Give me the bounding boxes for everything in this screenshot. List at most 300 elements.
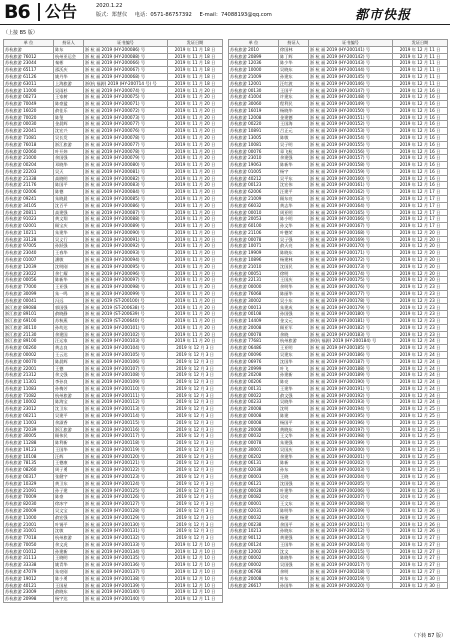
cell-date: 2019 年 12 月 10 日 [168, 589, 223, 596]
cell-date: 2019 年 12 月 11 日 [393, 46, 448, 53]
cell-cert-no: 浙 杭 福 2019 (HY-200113) 号 [84, 406, 168, 413]
cell-unit: 苏杭旅游 11288 [4, 440, 54, 447]
cell-unit: 苏杭旅游 00002 [4, 351, 54, 358]
cell-holder: 汪红波 [279, 80, 309, 87]
table-row [4, 284, 223, 291]
cell-holder: 孙国强 [279, 311, 309, 318]
cell-holder: 陈利新 [54, 440, 84, 447]
cell-unit: 苏杭旅游 20008 [229, 575, 279, 582]
cell-holder: 沈国华 [279, 358, 309, 365]
cell-cert-no: 浙 杭 福 2019 (HY-200157) 号 [309, 155, 393, 162]
cell-unit: 苏杭旅游 30001 [229, 446, 279, 453]
table-row [4, 243, 223, 250]
cell-cert-no: 浙 杭 福 2019 (HY-200118) 号 [84, 440, 168, 447]
table-row [229, 338, 448, 345]
cell-unit: 苏杭旅游 91023 [4, 216, 54, 223]
table-row [4, 311, 223, 318]
cell-date: 2019 年 12 月 11 日 [393, 60, 448, 67]
table-row [4, 162, 223, 169]
cell-date: 2019 年 12 月 3 日 [168, 412, 223, 419]
cell-date: 2019 年 11 月 20 日 [168, 250, 223, 257]
cell-date: 2019 年 12 月 27 日 [393, 568, 448, 575]
cell-date: 2019 年 12 月 3 日 [168, 535, 223, 542]
cell-holder: 黄建强 [279, 535, 309, 542]
cell-holder: 朱建成 [279, 304, 309, 311]
cell-unit: 苏杭旅游 11000 [4, 514, 54, 521]
cell-date: 2019 年 12 月 27 日 [393, 541, 448, 548]
cell-date: 2019 年 11 月 20 日 [168, 297, 223, 304]
cell-date: 2019 年 11 月 18 日 [168, 67, 223, 74]
cell-date: 2019 年 12 月 16 日 [393, 121, 448, 128]
cell-holder: 金建德 [279, 114, 309, 121]
cell-unit: 苏杭旅游 31001 [4, 528, 54, 535]
cell-cert-no: 浙 杭 福 2019 (HY-200201) 号 [309, 453, 393, 460]
cell-holder: 陈新华 [279, 162, 309, 169]
cell-holder: 吕正元 [279, 128, 309, 135]
cell-holder: 邵沃庆 [54, 67, 84, 74]
cell-unit: 苏杭旅游 00220 [229, 121, 279, 128]
cell-holder: 吴亮 [279, 494, 309, 501]
cell-date: 2019 年 12 月 25 日 [393, 460, 448, 467]
cell-holder: 周亚明 [279, 209, 309, 216]
cell-unit: 苏杭旅游 78135 [4, 460, 54, 467]
cell-date: 2019 年 12 月 30 日 [393, 575, 448, 582]
table-row [229, 114, 448, 121]
cell-unit: 苏杭旅游 10081 [229, 141, 279, 148]
cell-date: 2019 年 12 月 10 日 [168, 575, 223, 582]
cell-date: 2019 年 12 月 3 日 [168, 446, 223, 453]
table-row [4, 528, 223, 535]
cell-date: 2019 年 11 月 20 日 [168, 94, 223, 101]
cell-cert-no: 浙 杭 福 2019 (HY-200129) 号 [84, 514, 168, 521]
cell-holder: 杨国平 [279, 419, 309, 426]
cell-cert-no: 浙 杭 福 2019 (HY-200128) 号 [84, 507, 168, 514]
cell-unit: 苏杭旅游 10071 [229, 243, 279, 250]
table-row [4, 514, 223, 521]
table-row [229, 270, 448, 277]
cell-holder: 潘敏 [54, 257, 84, 264]
table-row [229, 358, 448, 365]
table-body-left [4, 46, 223, 602]
table-row [229, 412, 448, 419]
cell-unit: 苏杭旅游 00013 [229, 304, 279, 311]
cell-unit: 苏杭旅游 76068 [229, 290, 279, 297]
cell-unit: 苏杭旅游 20208 [229, 372, 279, 379]
cell-holder: 杨宇达 [54, 596, 84, 603]
cell-cert-no: 浙 杭 福 2019 (HY-200155) 号 [309, 141, 393, 148]
cell-unit: 苏杭旅游 02001 [4, 223, 54, 230]
cell-unit: 苏杭旅游 00078 [229, 440, 279, 447]
table-row [4, 80, 223, 87]
cell-unit: 苏杭旅游 00010 [229, 209, 279, 216]
cell-unit: 浙江旅游 89100 [4, 338, 54, 345]
cell-unit: 苏杭旅游 21091 [4, 487, 54, 494]
cell-date: 2019 年 12 月 3 日 [168, 474, 223, 481]
table-row [4, 290, 223, 297]
cell-cert-no: 浙 杭 福 2019 (HY-200158) 号 [309, 162, 393, 169]
cell-unit: 苏杭旅游 13005 [229, 134, 279, 141]
cell-date: 2019 年 11 月 20 日 [168, 311, 223, 318]
cell-cert-no: 浙 杭 福 2019 (HY-200083) 号 [84, 182, 168, 189]
phone-number: 电话：0571-86757392 [134, 12, 192, 18]
table-row [229, 474, 448, 481]
col-header-unit: 单 位 [4, 40, 54, 47]
cell-date: 2019 年 12 月 20 日 [393, 270, 448, 277]
table-row [4, 73, 223, 80]
cell-date: 2019 年 12 月 10 日 [168, 568, 223, 575]
table-row [4, 277, 223, 284]
cell-cert-no: 浙 杭 福 2019 (HY-200106) 号 [84, 358, 168, 365]
cell-holder: 王国星 [54, 582, 84, 589]
cell-cert-no: 浙 杭 福 2019 (HY-200164) 号 [309, 202, 393, 209]
cell-date: 2019 年 12 月 24 日 [393, 385, 448, 392]
cell-date: 2019 年 12 月 11 日 [393, 53, 448, 60]
table-row [4, 304, 223, 311]
table-row [4, 107, 223, 114]
cell-unit: 苏杭旅游 00130 [229, 87, 279, 94]
cell-unit: 苏杭旅游 76012 [4, 53, 54, 60]
table-row [4, 385, 223, 392]
cell-cert-no: 浙 杭 福 2019 (HY-200112) 号 [84, 399, 168, 406]
cell-date: 2019 年 11 月 20 日 [168, 101, 223, 108]
table-row [4, 507, 223, 514]
cell-date: 2019 年 12 月 10 日 [168, 555, 223, 562]
cell-unit: 苏杭旅游 06486 [229, 345, 279, 352]
table-row [229, 406, 448, 413]
cell-cert-no: 浙 杭 福 2019 (ST-200639) 号 [84, 311, 168, 318]
cell-cert-no: 浙 杭 福 2019 (HY-200211) 号 [309, 521, 393, 528]
table-row [4, 440, 223, 447]
table-row [229, 290, 448, 297]
cell-cert-no: 浙 杭 福 2019 (HY-200119) 号 [84, 446, 168, 453]
cell-unit: 苏杭旅游 70049 [4, 101, 54, 108]
table-row [229, 351, 448, 358]
cell-date: 2019 年 12 月 23 日 [393, 304, 448, 311]
cell-cert-no: 浙 杭 福 2019 (HY-200167) 号 [309, 223, 393, 230]
cell-unit: 苏杭旅游 14409 [229, 318, 279, 325]
cell-date: 2019 年 12 月 24 日 [393, 379, 448, 386]
table-row [4, 568, 223, 575]
cell-unit: 苏杭旅游 2010 [229, 46, 279, 53]
cell-unit: 苏杭旅游 72039 [4, 426, 54, 433]
table-row [229, 175, 448, 182]
cell-cert-no: 浙 杭 福 2019 (HY-200068) 号 [84, 73, 168, 80]
cell-unit: 苏杭旅游 61126 [4, 73, 54, 80]
cell-cert-no: 浙 杭 福 2019 (HY-200135) 号 [84, 555, 168, 562]
cell-unit: 苏杭旅游 11003 [4, 419, 54, 426]
cell-cert-no: 浙 杭 福 2019 (HY-200169) 号 [309, 236, 393, 243]
cell-date: 2019 年 12 月 3 日 [168, 453, 223, 460]
cell-date: 2019 年 12 月 25 日 [393, 440, 448, 447]
page-header [0, 0, 450, 25]
cell-date: 2019 年 12 月 24 日 [393, 399, 448, 406]
cell-holder: 余文虎 [54, 541, 84, 548]
cell-date: 2019 年 12 月 3 日 [168, 358, 223, 365]
cell-holder: 杨建 [279, 514, 309, 521]
cell-date: 2019 年 12 月 10 日 [168, 582, 223, 589]
cell-holder: 金晨辉 [54, 121, 84, 128]
cell-unit: 苏杭旅游 21009 [229, 73, 279, 80]
cell-unit: 苏杭旅游 21338 [4, 175, 54, 182]
cell-date: 2019 年 11 月 20 日 [168, 182, 223, 189]
cell-unit: 苏杭旅游 09241 [4, 195, 54, 202]
cell-date: 2019 年 12 月 26 日 [393, 521, 448, 528]
table-row [4, 53, 223, 60]
cell-holder: 姚丹华 [54, 73, 84, 80]
cell-holder: 杨宇 [279, 168, 309, 175]
cell-date: 2019 年 12 月 16 日 [393, 134, 448, 141]
cell-unit: 苏杭旅游 23022 [4, 270, 54, 277]
cell-holder: 王国华 [54, 446, 84, 453]
cell-unit: 苏杭旅游 10211 [4, 229, 54, 236]
cell-unit: 苏杭旅游 12002 [229, 548, 279, 555]
cell-unit: 苏杭旅游 00238 [229, 521, 279, 528]
cell-cert-no: 浙 杭 福 2019 (HY-200148) 号 [309, 94, 393, 101]
col-header-date: 发证日期 [168, 40, 223, 47]
cell-date: 2019 年 12 月 26 日 [393, 494, 448, 501]
cell-holder: 吴天 [54, 168, 84, 175]
cell-cert-no: 浙 杭 福 2019 (HY-200198) 号 [309, 433, 393, 440]
cell-cert-no: 浙 杭 福 2019 (HY-200079) 号 [84, 155, 168, 162]
table-row [4, 555, 223, 562]
cell-holder: 王国华 [279, 541, 309, 548]
cell-unit: 苏杭旅游 77681 [229, 338, 279, 345]
cell-cert-no: 浙 杭 福 2019 (HY-200080) 号 [84, 162, 168, 169]
cell-unit: 苏杭旅游 00028 [229, 487, 279, 494]
cell-unit: 苏杭旅游 16020 [4, 107, 54, 114]
table-header-row [229, 40, 448, 47]
cell-cert-no: 浙 杭 福 2019 (HY-200163) 号 [309, 195, 393, 202]
cell-unit: 苏杭旅游 23040 [4, 250, 54, 257]
continued-footnote: （下转 B7 版） [411, 633, 446, 639]
table-row [4, 433, 223, 440]
cell-holder: 黄文翔 [54, 216, 84, 223]
cell-cert-no: 浙 杭 福 2019 (HY-200085) 号 [84, 195, 168, 202]
table-row [4, 426, 223, 433]
cell-holder: 王云达 [54, 351, 84, 358]
cell-date: 2019 年 12 月 25 日 [393, 426, 448, 433]
cell-holder: 孙跃强 [54, 243, 84, 250]
cell-unit: 苏杭旅游 12001 [229, 80, 279, 87]
cell-date: 2019 年 12 月 3 日 [168, 521, 223, 528]
cell-unit: 苏杭旅游 70020 [4, 114, 54, 121]
cell-unit: 苏杭旅游 23044 [4, 60, 54, 67]
cell-cert-no: 浙 杭 福 2019 (HY-200091) 号 [84, 236, 168, 243]
cell-cert-no: 浙 杭 福 2019 (HY-200192) 号 [309, 392, 393, 399]
table-row [4, 46, 223, 53]
table-row [229, 324, 448, 331]
cell-date: 2019 年 12 月 3 日 [168, 528, 223, 535]
cell-unit: 苏杭旅游 01007 [4, 257, 54, 264]
cell-unit: 苏杭旅游 00000 [229, 284, 279, 291]
cell-date: 2019 年 11 月 20 日 [168, 114, 223, 121]
cell-unit: 苏杭旅游 02006 [4, 189, 54, 196]
cell-holder: 邓晓华 [54, 162, 84, 169]
cell-unit: 苏杭旅游 00041 [4, 297, 54, 304]
cell-holder: 顾宝庆 [54, 223, 84, 230]
table-row [229, 101, 448, 108]
table-row [229, 514, 448, 521]
cell-cert-no: 浙 杭 福 2019 (HY-200086) 号 [84, 46, 168, 53]
cell-cert-no: 浙 杭 福 2019 (HY-200147) 号 [309, 87, 393, 94]
cell-cert-no: 浙(杭 福源) 2019 (HY-200184) 号 [309, 338, 393, 345]
cell-date: 2019 年 12 月 20 日 [393, 229, 448, 236]
cell-cert-no: 浙 杭 福 2019 (HY-200104) 号 [84, 345, 168, 352]
cell-cert-no: 浙 杭 福 2019 (HY-200120) 号 [84, 453, 168, 460]
cell-date: 2019 年 11 月 20 日 [168, 284, 223, 291]
cell-unit: 苏杭旅游 00030 [4, 121, 54, 128]
table-row [4, 182, 223, 189]
cell-cert-no: 浙 杭 福 2019 (HY-200172) 号 [309, 257, 393, 264]
cell-cert-no: 浙 杭 福 2019 (HY-200073) 号 [84, 114, 168, 121]
cell-holder: 俞天亮 [279, 243, 309, 250]
table-row [229, 528, 448, 535]
table-header-row [4, 40, 223, 47]
cell-unit: 苏杭旅游 41004 [229, 94, 279, 101]
cell-date: 2019 年 11 月 20 日 [168, 338, 223, 345]
cell-unit: 苏杭旅游 12039 [4, 263, 54, 270]
cell-holder: 沈卫东 [54, 406, 84, 413]
cell-cert-no: 浙 杭 福 2019 (HY-200214) 号 [309, 541, 393, 548]
cell-holder: 叶锡平 [54, 521, 84, 528]
cell-holder: 孙晓东 [279, 528, 309, 535]
col-header-cert-no: 证书编号 [309, 40, 393, 47]
cell-holder: 上海旅游 [54, 80, 84, 87]
cell-date: 2019 年 12 月 27 日 [393, 562, 448, 569]
table-row [4, 60, 223, 67]
cell-date: 2019 年 12 月 17 日 [393, 202, 448, 209]
table-row [4, 474, 223, 481]
table-row [229, 87, 448, 94]
cell-holder: 王亚明 [279, 345, 309, 352]
cell-date: 2019 年 12 月 27 日 [393, 535, 448, 542]
cell-date: 2019 年 12 月 3 日 [168, 345, 223, 352]
cell-unit: 苏杭旅游 00003 [229, 474, 279, 481]
cell-unit: 苏杭旅游 01005 [229, 168, 279, 175]
table-row [4, 379, 223, 386]
cell-date: 2019 年 12 月 17 日 [393, 209, 448, 216]
cell-date: 2019 年 12 月 24 日 [393, 338, 448, 345]
cell-unit: 苏杭旅游 30005 [4, 433, 54, 440]
table-row [229, 548, 448, 555]
table-body-right [229, 46, 448, 589]
cell-unit: 苏杭旅游 22203 [4, 168, 54, 175]
table-row [4, 392, 223, 399]
cell-unit: 苏杭旅游 31113 [4, 555, 54, 562]
table-row [229, 453, 448, 460]
cell-holder: 秦彬 [54, 60, 84, 67]
cell-holder: 吴子明 [279, 141, 309, 148]
cell-holder: 沈宏伟 [279, 182, 309, 189]
cell-unit: 苏杭旅游 23009 [4, 589, 54, 596]
table-row [229, 53, 448, 60]
cell-unit: 苏杭旅游 00078 [229, 331, 279, 338]
cell-date: 2019 年 12 月 20 日 [393, 250, 448, 257]
table-row [229, 121, 448, 128]
cell-holder: 余国强 [54, 155, 84, 162]
cell-unit: 苏杭旅游 21010 [229, 263, 279, 270]
table-row [229, 223, 448, 230]
cell-unit: 苏杭旅游 77000 [4, 284, 54, 291]
table-row [4, 582, 223, 589]
cell-holder: 苏秋燕 [54, 318, 84, 325]
cell-date: 2019 年 12 月 25 日 [393, 453, 448, 460]
cell-cert-no: 浙 杭 福 2019 (HY-200092) 号 [84, 243, 168, 250]
cell-cert-no: 浙 杭 福 2019 (HY-200078) 号 [84, 148, 168, 155]
cell-holder: 顾东亮 [279, 195, 309, 202]
cell-cert-no: 浙 杭 福 2019 (HY-200109) 号 [84, 379, 168, 386]
cell-holder: 余建强 [279, 155, 309, 162]
cell-date: 2019 年 12 月 11 日 [393, 73, 448, 80]
cell-unit: 苏杭旅游 00002 [229, 562, 279, 569]
cell-holder: 徐国林 [279, 46, 309, 53]
cell-unit: 苏杭旅游 00078 [229, 236, 279, 243]
cell-date: 2019 年 12 月 25 日 [393, 419, 448, 426]
cell-holder: 朱建强 [279, 440, 309, 447]
cell-cert-no: 浙 杭 福 2019 (HY-200180) 号 [309, 311, 393, 318]
table-row [4, 250, 223, 257]
cell-holder: 孙文华 [279, 223, 309, 230]
cell-holder: 吴雨杉 [54, 87, 84, 94]
table-row [4, 345, 223, 352]
cell-holder: 吴长发 [54, 134, 84, 141]
cell-date: 2019 年 12 月 16 日 [393, 155, 448, 162]
table-row [229, 494, 448, 501]
cell-cert-no: 浙 杭 福 2019 (HY-200182) 号 [309, 324, 393, 331]
cell-cert-no: 浙 杭 福 2019 (HY-200176) 号 [309, 284, 393, 291]
table-row [4, 460, 223, 467]
cell-date: 2019 年 11 月 20 日 [168, 87, 223, 94]
cell-unit: 苏杭旅游 33128 [4, 236, 54, 243]
cell-unit: 苏杭旅游 90112 [229, 535, 279, 542]
cell-holder: 王晓 [279, 474, 309, 481]
col-header-unit: 单 位 [229, 40, 279, 47]
cell-cert-no: 浙 杭 福 2019 (HY-200161) 号 [309, 182, 393, 189]
cell-holder: 浙江旅游 [54, 141, 84, 148]
table-row [4, 372, 223, 379]
cell-cert-no: 浙 杭 福 2019 (HY-200216) 号 [309, 555, 393, 562]
cell-date: 2019 年 12 月 17 日 [393, 216, 448, 223]
cell-unit: 苏杭旅游 10891 [229, 128, 279, 135]
cell-holder: 王晓明 [54, 555, 84, 562]
cell-holder: 沈明刚 [54, 263, 84, 270]
cell-cert-no: 浙 杭 福 2019 (HY-200187) 号 [309, 358, 393, 365]
cell-cert-no: 浙 杭 福 2019 (HY-200149) 号 [309, 101, 393, 108]
cell-date: 2019 年 11 月 20 日 [168, 128, 223, 135]
cell-unit: 苏杭旅游 00273 [4, 94, 54, 101]
table-row [229, 318, 448, 325]
cell-cert-no: 浙 杭 福 2019 (HY-200082) 号 [84, 175, 168, 182]
cell-cert-no: 浙 杭 福 2019 (HY-200067) 号 [84, 67, 168, 74]
table-row [229, 392, 448, 399]
cell-cert-no: 浙(杭 福源) 2019 (HY-200714 号) 号 [84, 80, 168, 87]
cell-holder: 浙江旅游 [54, 426, 84, 433]
cell-cert-no: 浙 杭 福 2019 (HY-200188) 号 [309, 365, 393, 372]
cell-holder: 朱亮刚 [54, 568, 84, 575]
cell-cert-no: 浙 杭 福 2019 (HY-200166) 号 [309, 216, 393, 223]
cell-holder: 徐冰宇 [54, 501, 84, 508]
table-row [229, 426, 448, 433]
cell-date: 2019 年 11 月 20 日 [168, 148, 223, 155]
cell-cert-no: 浙 杭 福 2019 (HY-200165) 号 [309, 209, 393, 216]
cell-unit: 苏杭旅游 21176 [4, 182, 54, 189]
cell-holder: 李孙良 [54, 379, 84, 386]
table-row [4, 331, 223, 338]
cell-holder: 朱一鸣 [54, 290, 84, 297]
cell-holder: 王文华 [279, 433, 309, 440]
cell-unit: 苏杭旅游 71082 [4, 392, 54, 399]
cell-unit: 苏杭旅游 30060 [229, 101, 279, 108]
